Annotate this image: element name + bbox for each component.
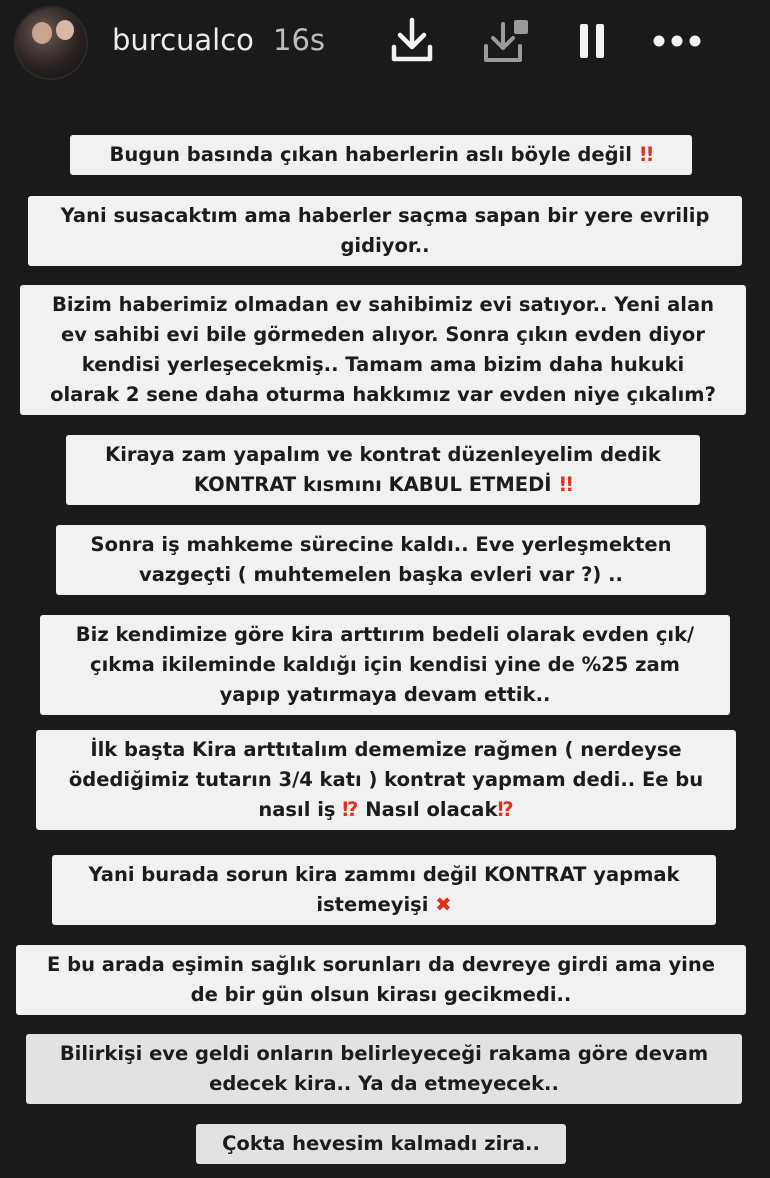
- bubble-8-line-2: istemeyişi: [316, 893, 429, 916]
- send-icon[interactable]: [478, 14, 534, 66]
- bubble-11-line-1: Çokta hevesim kalmadı zira..: [222, 1132, 540, 1155]
- bubble-3-line-4: olarak 2 sene daha oturma hakkımız var evden niye çıkalım?: [50, 383, 716, 406]
- bubble-4-line-1: Kiraya zam yapalım ve kontrat düzenleyelim dedik: [105, 443, 661, 466]
- bubble-6-line-3: yapıp yatırmaya devam ettik..: [219, 683, 551, 706]
- bubble-5-line-1: Sonra iş mahkeme sürecine kaldı.. Eve yerleşmekten: [90, 533, 672, 556]
- text-bubble-8: [52, 855, 716, 925]
- avatar-face-right: [56, 20, 74, 40]
- username[interactable]: burcualco: [112, 23, 254, 57]
- bubble-10-line-1: Bilirkişi eve geldi onların belirleyeceği rakama göre devam: [59, 1042, 709, 1065]
- interrobang-icon: ⁉: [342, 798, 359, 821]
- text-bubble-2: [28, 196, 742, 266]
- bubble-3-line-3: kendisi yerleşecekmiş.. Tamam ama bizim daha hukuki: [81, 353, 685, 376]
- text-bubble-7: [36, 730, 736, 830]
- bubble-10-line-2: edecek kira.. Ya da etmeyecek..: [209, 1072, 559, 1095]
- bubble-4-line-2: KONTRAT kısmını KABUL ETMEDİ: [193, 473, 552, 496]
- bubble-3-line-2: ev sahibi evi bile görmeden alıyor. Sonra çıkın evden diyor: [61, 323, 705, 346]
- story-header: [0, 0, 770, 90]
- more-icon[interactable]: [650, 14, 704, 66]
- cross-mark-icon: ✖: [435, 893, 452, 916]
- bubble-3-line-1: Bizim haberimiz olmadan ev sahibimiz evi satıyor.. Yeni alan: [51, 293, 715, 316]
- text-bubble-5: [56, 525, 706, 595]
- interrobang-icon: ⁉: [497, 798, 514, 821]
- text-bubble-1: [70, 135, 692, 175]
- double-exclamation-icon: !!: [638, 143, 653, 166]
- bubble-7-line-3a: nasıl iş: [258, 798, 336, 821]
- avatar[interactable]: [14, 6, 88, 80]
- bubble-2-line-1: Yani susacaktım ama haberler saçma sapan bir yere evrilip: [60, 204, 710, 227]
- bubble-5-line-2: vazgeçti ( muhtemelen başka evleri var ?) ..: [139, 563, 623, 586]
- bubble-8-line-1: Yani burada sorun kira zammı değil KONTRAT yapmak: [88, 863, 680, 886]
- bubble-7-line-3b: Nasıl olacak: [365, 798, 498, 821]
- bubble-2-line-2: gidiyor..: [340, 234, 430, 257]
- story-content[interactable]: [0, 90, 770, 1178]
- double-exclamation-icon: !!: [558, 473, 573, 496]
- bubble-7-line-1: İlk başta Kira arttıtalım dememize rağmen ( nerdeyse: [90, 738, 682, 761]
- text-bubble-3: [20, 285, 746, 415]
- time-ago: 16s: [273, 23, 326, 57]
- bubble-9-line-1: E bu arada eşimin sağlık sorunları da devreye girdi ama yine: [47, 953, 715, 976]
- bubble-9-line-2: de bir gün olsun kirası gecikmedi..: [190, 983, 572, 1006]
- bubble-6-line-1: Biz kendimize göre kira arttırım bedeli olarak evden çık/: [75, 623, 695, 646]
- avatar-face-left: [32, 22, 52, 44]
- bubble-1-line-1: Bugun basında çıkan haberlerin aslı böyle değil: [109, 143, 632, 166]
- text-bubble-10: [26, 1034, 742, 1104]
- text-bubble-6: [40, 615, 730, 715]
- download-icon[interactable]: [388, 14, 436, 66]
- pause-icon[interactable]: [575, 14, 609, 66]
- text-bubble-11: [196, 1124, 566, 1164]
- bubble-7-line-2: ödediğimiz tutarın 3/4 katı ) kontrat yapmam dedi.. Ee bu: [68, 768, 704, 791]
- text-bubble-9: [16, 945, 746, 1015]
- bubble-6-line-2: çıkma ikileminde kaldığı için kendisi yine de %25 zam: [90, 653, 680, 676]
- text-bubble-4: [66, 435, 700, 505]
